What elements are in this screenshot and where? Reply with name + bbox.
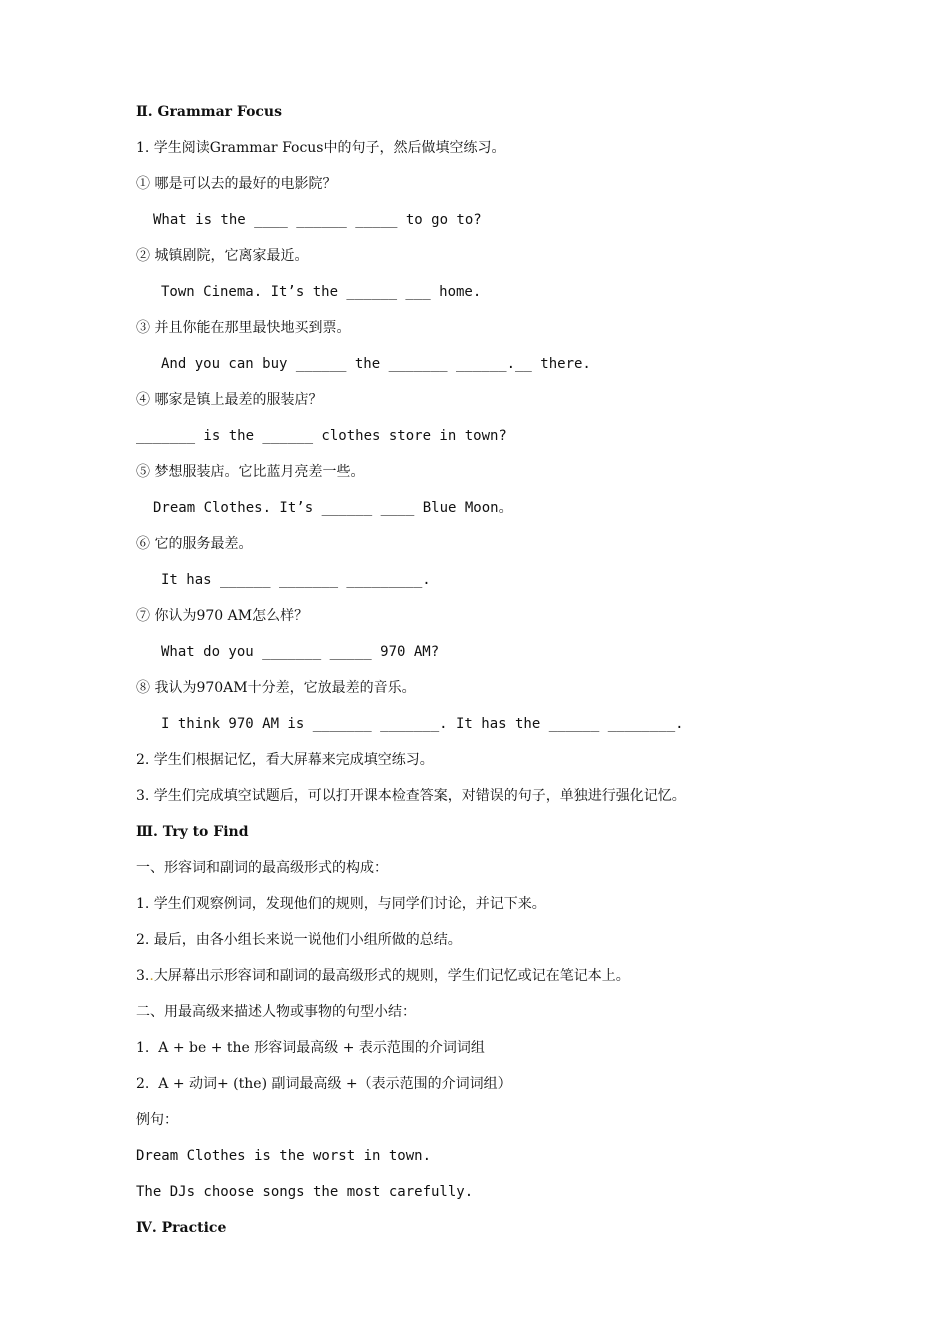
item-8-english: I think 970 AM is _______ _______. It has the ______ ________. — [161, 716, 684, 732]
item-6-english: It has ______ _______ _________. — [161, 572, 431, 588]
example-label: 例句： — [136, 1112, 178, 1128]
item-7-english: What do you _______ _____ 970 AM? — [161, 644, 440, 660]
item-5-chinese: ⑤ 梦想服装店。它比蓝月亮差一些。 — [136, 464, 365, 480]
pattern-2: 2. A + 动词+ (the) 副词最高级 +（表示范围的介词词组） — [136, 1076, 512, 1092]
section-heading-try-to-find: Ⅲ. Try to Find — [136, 824, 249, 840]
section-heading-grammar-focus: Ⅱ. Grammar Focus — [136, 104, 282, 120]
part-1-step-3 — [136, 966, 630, 986]
item-8-chinese: ⑧ 我认为970AM十分差，它放最差的音乐。 — [136, 680, 416, 696]
item-7-chinese: ⑦ 你认为970 AM怎么样？ — [136, 608, 309, 624]
part-1-step-1: 1. 学生们观察例词，发现他们的规则，与同学们讨论，并记下来。 — [136, 896, 546, 912]
example-sentence-1: Dream Clothes is the worst in town. — [136, 1148, 432, 1164]
item-4-chinese: ④ 哪家是镇上最差的服装店？ — [136, 392, 323, 408]
item-4-english: _______ is the ______ clothes store in town? — [136, 428, 507, 444]
grammar-step-2: 2. 学生们根据记忆，看大屏幕来完成填空练习。 — [136, 752, 434, 768]
item-5-english: Dream Clothes. It’s ______ ____ Blue Moon。 — [153, 500, 513, 516]
item-6-chinese: ⑥ 它的服务最差。 — [136, 536, 253, 552]
example-sentence-2: The DJs choose songs the most carefully. — [136, 1184, 474, 1200]
item-1-chinese: ① 哪是可以去的最好的电影院？ — [136, 176, 337, 192]
pattern-1: 1. A + be + the 形容词最高级 + 表示范围的介词词组 — [136, 1040, 485, 1056]
item-3-english: And you can buy ______ the _______ ______.__ there. — [161, 356, 591, 372]
part-1-step-2: 2. 最后，由各小组长来说一说他们小组所做的总结。 — [136, 932, 462, 948]
part-1-title: 一、形容词和副词的最高级形式的构成： — [136, 860, 388, 876]
part-1-step-3-number: 3. — [136, 968, 150, 984]
item-1-english: What is the ____ ______ _____ to go to? — [153, 212, 482, 228]
part-1-step-3-text: 大屏幕出示形容词和副词的最高级形式的规则，学生们记忆或记在笔记本上。 — [153, 968, 630, 984]
section-heading-practice: Ⅳ. Practice — [136, 1220, 227, 1236]
part-2-title: 二、用最高级来描述人物或事物的句型小结： — [136, 1004, 416, 1020]
item-2-chinese: ② 城镇剧院，它离家最近。 — [136, 248, 309, 264]
highlight-dot: . — [149, 968, 154, 984]
grammar-step-3: 3. 学生们完成填空试题后，可以打开课本检查答案，对错误的句子，单独进行强化记忆。 — [136, 788, 686, 804]
item-3-chinese: ③ 并且你能在那里最快地买到票。 — [136, 320, 351, 336]
grammar-step-1: 1. 学生阅读Grammar Focus中的句子，然后做填空练习。 — [136, 140, 506, 156]
item-2-english: Town Cinema. It’s the ______ ___ home. — [161, 284, 482, 300]
